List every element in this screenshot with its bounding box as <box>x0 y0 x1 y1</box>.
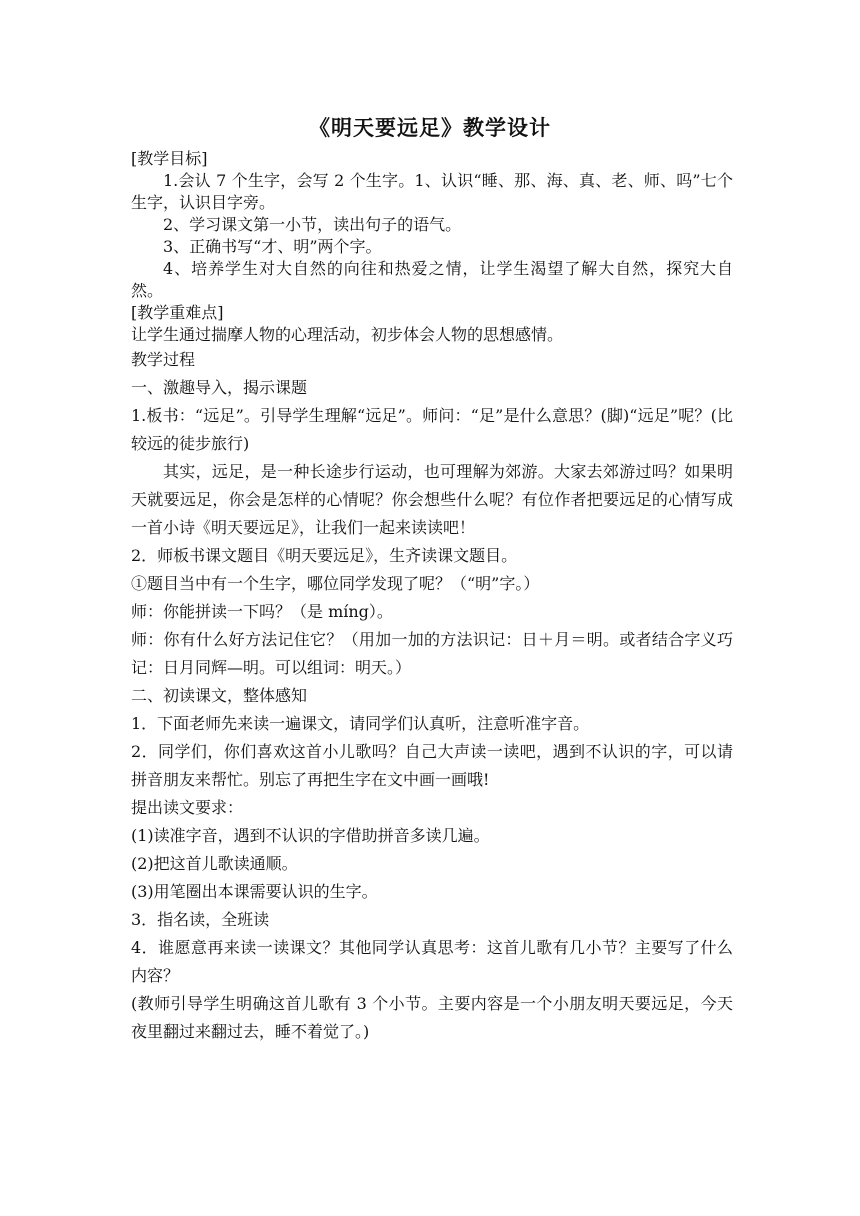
process-paragraph: 2．师板书课文题目《明天要远足》，生齐读课文题目。 <box>131 546 518 565</box>
goal-item: 1.会认 7 个生字，会写 2 个生字。1、认识“睡、那、海、真、老、师、吗”七个生字，认识目字旁。 <box>131 171 733 212</box>
process-paragraph: 其实，远足，是一种长途步行运动，也可理解为郊游。大家去郊游过吗？如果明天就要远足，你会是怎样的心情呢？你会想些什么呢？有位作者把要远足的心情写成一首小诗《明天要远足》，让我们一起来读读吧！ <box>131 462 733 537</box>
document-body <box>131 148 733 1046</box>
section-heading-goals: [教学目标] <box>131 149 208 168</box>
process-subheading: 一、激趣导入，揭示课题 <box>131 378 308 397</box>
process-paragraph: 2．同学们，你们喜欢这首小儿歌吗？自己大声读一读吧，遇到不认识的字，可以请拼音朋友来帮忙。别忘了再把生字在文中画一画哦! <box>131 742 733 789</box>
process-paragraph: 4．谁愿意再来读一读课文？其他同学认真思考：这首儿歌有几小节？主要写了什么内容？ <box>131 938 733 985</box>
process-paragraph: ①题目当中有一个生字，哪位同学发现了呢？（“明”字。） <box>131 574 540 593</box>
process-paragraph: 1．下面老师先来读一遍课文，请同学们认真听，注意听准字音。 <box>131 714 590 733</box>
process-paragraph: 师：你能拼读一下吗？（是 míng）。 <box>131 602 393 621</box>
process-paragraph: 师：你有什么好方法记住它？（用加一加的方法识记：日＋月＝明。或者结合字义巧记：日月同辉—明。可以组词：明天。） <box>131 630 733 677</box>
goal-item: 2、学习课文第一小节，读出句子的语气。 <box>163 215 462 234</box>
process-heading: 教学过程 <box>131 350 196 369</box>
process-paragraph: 提出读文要求： <box>131 798 244 817</box>
process-paragraph: 3．指名读，全班读 <box>131 910 270 929</box>
process-subheading: 二、初读课文，整体感知 <box>131 686 308 705</box>
process-paragraph: 1.板书：“远足”。引导学生理解“远足”。师问：“足”是什么意思？(脚)“远足”呢？(比较远的徒步旅行) <box>131 406 733 453</box>
goal-item: 4、培养学生对大自然的向往和热爱之情，让学生渴望了解大自然，探究大自然。 <box>131 259 733 300</box>
key-points-text: 让学生通过揣摩人物的心理活动，初步体会人物的思想感情。 <box>131 325 564 344</box>
process-paragraph: (1)读准字音，遇到不认识的字借助拼音多读几遍。 <box>131 826 490 845</box>
process-paragraph: (2)把这首儿歌读通顺。 <box>131 854 298 873</box>
process-paragraph: (3)用笔圈出本课需要认识的生字。 <box>131 882 378 901</box>
goal-item: 3、正确书写“才、明”两个字。 <box>163 237 382 256</box>
process-paragraph: (教师引导学生明确这首儿歌有 3 个小节。主要内容是一个小朋友明天要远足，今天夜里翻过来翻过去，睡不着觉了。) <box>131 994 733 1041</box>
document-title: 《明天要远足》教学设计 <box>309 116 551 140</box>
section-heading-key: [教学重难点] <box>131 303 224 322</box>
